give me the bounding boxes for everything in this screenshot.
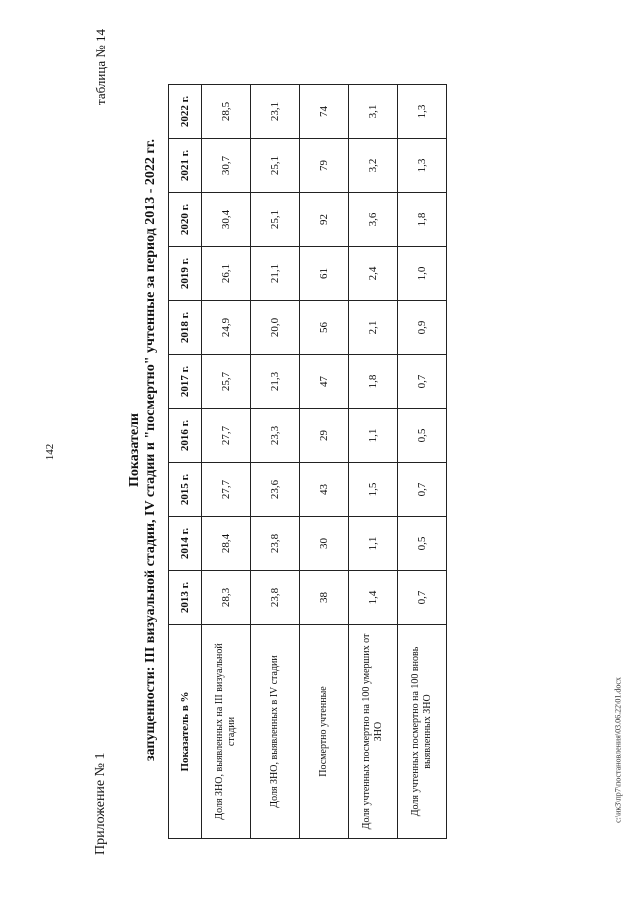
table-row [251,85,300,839]
header-year: 2015 г. [169,463,202,517]
indicators-table [168,84,447,839]
table-cell: 61 [300,247,349,301]
file-path-footer: c:\ик3\пр7\постановления\03.06.22\01.docx [613,677,623,823]
table-cell: 28,5 [202,85,251,139]
header-year: 2014 г. [169,517,202,571]
table-cell: 0,7 [398,355,447,409]
row-label: Доля ЗНО, выявленных в IV стадии [251,625,300,839]
header-year: 2018 г. [169,301,202,355]
table-title: Показатели [127,412,142,488]
table-subtitle: запущенности: III визуальной стадии, IV стадии и "посмертно" учтенные за период 2013 - 2022 гг. [143,138,158,762]
table-cell: 23,8 [251,571,300,625]
header-year: 2019 г. [169,247,202,301]
table-cell: 1,5 [349,463,398,517]
table-cell: 1,3 [398,85,447,139]
table-cell: 24,9 [202,301,251,355]
table-cell: 25,7 [202,355,251,409]
header-year: 2017 г. [169,355,202,409]
table-cell: 23,6 [251,463,300,517]
table-cell: 25,1 [251,193,300,247]
table-cell: 27,7 [202,409,251,463]
table-cell: 1,1 [349,409,398,463]
table-cell: 1,4 [349,571,398,625]
table-cell: 21,3 [251,355,300,409]
header-year: 2021 г. [169,139,202,193]
rotated-content [85,25,433,875]
table-cell: 2,1 [349,301,398,355]
header-year: 2013 г. [169,571,202,625]
table-cell: 3,6 [349,193,398,247]
table-cell: 38 [300,571,349,625]
table-cell: 43 [300,463,349,517]
table-cell: 1,1 [349,517,398,571]
table-cell: 3,2 [349,139,398,193]
table-number: таблица № 14 [93,29,108,105]
appendix-label: Приложение № 1 [93,752,108,855]
table-cell: 1,3 [398,139,447,193]
table-cell: 47 [300,355,349,409]
table-cell: 2,4 [349,247,398,301]
table-cell: 1,8 [398,193,447,247]
header-row [85,25,127,875]
table-cell: 0,5 [398,409,447,463]
table-cell: 26,1 [202,247,251,301]
table-row [300,85,349,839]
table-cell: 1,0 [398,247,447,301]
table-cell: 0,9 [398,301,447,355]
table-cell: 0,7 [398,571,447,625]
table-cell: 30 [300,517,349,571]
table-cell: 0,5 [398,517,447,571]
table-cell: 29 [300,409,349,463]
table-cell: 92 [300,193,349,247]
header-year: 2022 г. [169,85,202,139]
table-cell: 21,1 [251,247,300,301]
table-cell: 23,1 [251,85,300,139]
table-cell: 79 [300,139,349,193]
table-cell: 28,4 [202,517,251,571]
header-indicator: Показатель в % [169,625,202,839]
row-label: Доля ЗНО, выявленных на III визуальной стадии [202,625,251,839]
table-cell: 28,3 [202,571,251,625]
table-cell: 1,8 [349,355,398,409]
table-cell: 56 [300,301,349,355]
table-cell: 23,8 [251,517,300,571]
row-label: Посмертно учтенные [300,625,349,839]
table-cell: 27,7 [202,463,251,517]
table-cell: 74 [300,85,349,139]
page-number: 142 [44,443,56,461]
table-row [398,85,447,839]
table-cell: 20,0 [251,301,300,355]
table-cell: 30,7 [202,139,251,193]
table-header-row [169,85,202,839]
table-row [349,85,398,839]
row-label: Доля учтенных посмертно на 100 вновь выявленных ЗНО [398,625,447,839]
row-label: Доля учтенных посмертно на 100 умерших от ЗНО [349,625,398,839]
table-cell: 0,7 [398,463,447,517]
table-cell: 23,3 [251,409,300,463]
header-year: 2016 г. [169,409,202,463]
table-cell: 25,1 [251,139,300,193]
header-year: 2020 г. [169,193,202,247]
table-cell: 3,1 [349,85,398,139]
table-row [202,85,251,839]
table-cell: 30,4 [202,193,251,247]
